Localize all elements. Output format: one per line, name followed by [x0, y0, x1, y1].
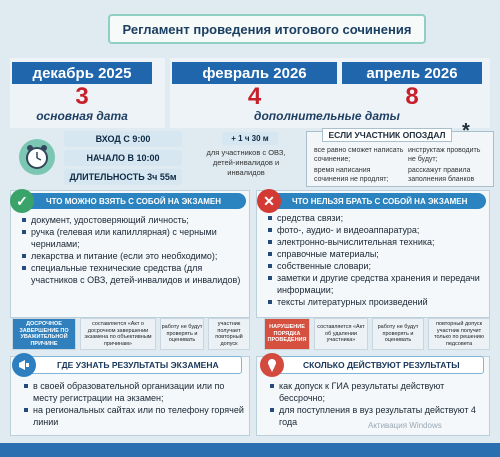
allowed-item: ручка (гелевая или капиллярная) с черными чернилами;	[22, 226, 244, 250]
allowed-title: ЧТО МОЖНО ВЗЯТЬ С СОБОЙ НА ЭКЗАМЕН	[14, 193, 246, 209]
date-day-3: 8	[405, 83, 419, 110]
extra-time-note: для участников с ОВЗ, детей-инвалидов и инвалидов	[206, 148, 286, 177]
late-item-2: время написания сочинения не продлят;	[314, 167, 389, 183]
forbidden-list	[268, 212, 488, 308]
results-where-title: ГДЕ УЗНАТЬ РЕЗУЛЬТАТЫ ЭКЗАМЕНА	[26, 356, 242, 374]
results-valid-title: СКОЛЬКО ДЕЙСТВУЮТ РЕЗУЛЬТАТЫ	[272, 356, 484, 374]
late-item-3: инструктаж проводить не будут;	[408, 147, 481, 163]
clock-icon	[18, 138, 56, 176]
allowed-list	[22, 214, 244, 286]
results-valid-item: для поступления в вуз результаты действуют 4 года	[270, 404, 486, 428]
date-month-1: декабрь 2025	[12, 62, 152, 84]
entry-time: ВХОД С 9:00	[64, 131, 182, 147]
date-caption-extra: дополнительные даты	[254, 109, 400, 123]
allowed-item: документ, удостоверяющий личность;	[22, 214, 244, 226]
forbidden-item: средства связи;	[268, 212, 488, 224]
results-valid-item: как допуск к ГИА результаты действуют бессрочно;	[270, 380, 486, 404]
forbidden-item: справочные материалы;	[268, 248, 488, 260]
extra-time-badge: + 1 ч 30 м	[222, 132, 278, 145]
violation-flow-step-2: составляется «Акт об удалении участника»	[314, 318, 368, 350]
early-flow-step-3: работу не будут проверять и оценивать	[160, 318, 204, 350]
forbidden-item: собственные словари;	[268, 260, 488, 272]
allowed-item: лекарства и питание (если это необходимо);	[22, 250, 244, 262]
early-flow-step-1: ДОСРОЧНОЕ ЗАВЕРШЕНИЕ ПО УВАЖИТЕЛЬНОЙ ПРИЧИНЕ	[12, 318, 76, 350]
late-star: *	[462, 120, 470, 142]
violation-flow-step-4: повторный допуск участник получит только по решению педсовета	[428, 318, 490, 350]
date-month-2: февраль 2026	[172, 62, 337, 84]
early-flow-step-2: составляется «Акт о досрочном завершении экзамена по объективным причинам»	[80, 318, 156, 350]
megaphone-icon	[12, 353, 36, 377]
checkmark-icon: ✓	[10, 189, 34, 213]
forbidden-item: фото-, аудио- и видеоаппаратура;	[268, 224, 488, 236]
windows-activation-watermark: Активация Windows	[368, 421, 442, 430]
duration: ДЛИТЕЛЬНОСТЬ 3ч 55м	[64, 169, 182, 185]
date-day-1: 3	[75, 83, 89, 110]
page-title: Регламент проведения итогового сочинения	[108, 14, 426, 44]
late-item-1: все равно сможет написать сочинение;	[314, 147, 404, 163]
forbidden-item: заметки и другие средства хранения и передачи информации;	[268, 272, 488, 296]
results-where-item: на региональных сайтах или по телефону горячей линии	[24, 404, 244, 428]
date-day-2: 4	[247, 83, 262, 110]
cross-icon: ✕	[257, 189, 281, 213]
violation-flow-step-3: работу не будут проверять и оценивать	[372, 318, 424, 350]
pin-icon	[260, 353, 284, 377]
date-month-3: апрель 2026	[342, 62, 482, 84]
forbidden-title: ЧТО НЕЛЬЗЯ БРАТЬ С СОБОЙ НА ЭКЗАМЕН	[262, 193, 486, 209]
forbidden-item: тексты литературных произведений	[268, 296, 488, 308]
late-title: ЕСЛИ УЧАСТНИК ОПОЗДАЛ	[322, 128, 452, 142]
results-where-item: в своей образовательной организации или по месту регистрации на экзамен;	[24, 380, 244, 404]
results-where-list	[24, 380, 244, 428]
violation-flow-step-1: НАРУШЕНИЕ ПОРЯДКА ПРОВЕДЕНИЯ	[264, 318, 310, 350]
date-caption-main: основная дата	[36, 109, 128, 123]
late-item-4: расскажут правила заполнения бланков	[408, 167, 475, 183]
bottom-decoration	[0, 443, 500, 457]
early-flow-step-4: участник получает повторный допуск	[208, 318, 250, 350]
forbidden-item: электронно-вычислительная техника;	[268, 236, 488, 248]
start-time: НАЧАЛО В 10:00	[64, 150, 182, 166]
allowed-item: специальные технические средства (для участников с ОВЗ, детей-инвалидов и инвалидов)	[22, 262, 244, 286]
